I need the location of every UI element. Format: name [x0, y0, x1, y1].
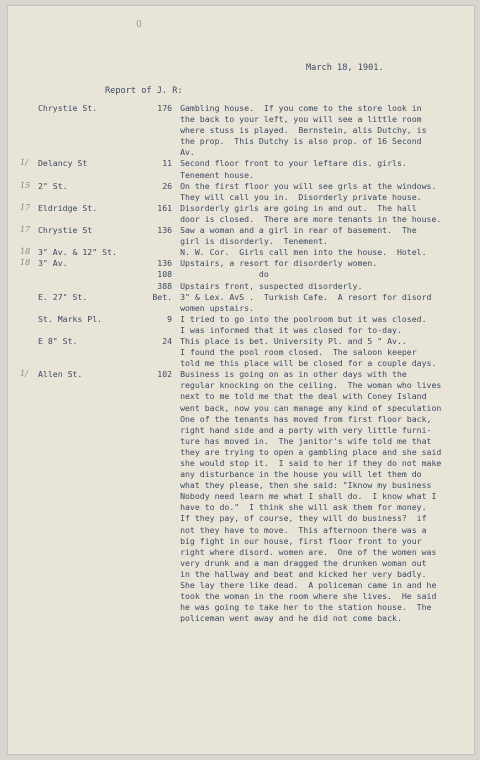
- report-entry: [8, 314, 474, 336]
- report-entry: [8, 336, 474, 369]
- entry-street-number: 161: [157, 202, 173, 213]
- margin-annotation: 15: [20, 180, 31, 190]
- report-entry: [8, 203, 474, 225]
- report-entry: [8, 181, 474, 203]
- entry-street-number: 176: [157, 103, 173, 113]
- entry-location: 3" Av.: [38, 258, 68, 269]
- report-entries: [8, 103, 474, 624]
- report-entry: [8, 225, 474, 247]
- entry-description: Saw a woman and a girl in rear of basement. The girl is disorderly. Tenement.: [180, 225, 417, 247]
- entry-location: 3" Av. & 12" St.: [38, 247, 117, 258]
- margin-annotation: 18: [20, 247, 31, 257]
- entry-location: 2" St.: [38, 180, 68, 191]
- entry-street-number: 11: [162, 158, 173, 169]
- margin-annotation: 18: [20, 258, 31, 268]
- entry-description: Gambling house. If you come to the store look in the back to your left, you will see a little room where stuss is played. Bernstein, alis Dutchy, is the prop. This Dutchy is also prop. of 16 Second Av.: [180, 103, 427, 158]
- report-date: March 18, 1901.: [306, 63, 384, 73]
- entry-description: This place is bet. University Pl. and 5 " Av.. I found the pool room closed. The saloon keeper told me this place will be closed for a couple days.: [180, 335, 437, 369]
- entry-location: Chrystie St: [38, 225, 93, 236]
- report-entry: [8, 258, 474, 291]
- report-entry: [8, 103, 474, 158]
- entry-description: On the first floor you will see grls at the windows. They will call you in. Disorderly private house.: [180, 180, 437, 202]
- entry-description: 3" & Lex. AvS . Turkish Cafe. A resort for disord women upstairs.: [180, 291, 432, 313]
- margin-annotation: 17: [20, 225, 31, 235]
- entry-description: Business is going on as in other days with the regular knocking on the ceiling. The woman who lives next to me told me that the deal with Coney Island went back, now you can manage any kind of speculation One of the tenants has moved from first floor back, right hand side and a party with very little furni- ture has moved in. The janitor's wife told me that they are trying to open a gambling place and she said she would stop it. I said to her if they do not make any disturbance in the house you will let them do what they please, then she said: "Iknow my business Nobody need learn me what I shall do. I know what I have to do." I think she will ask them for money. If they pay, of course, they will do business? if not they have to move. This afternoon there was a big fight in our house, first floor front to your right where disord. women are. One of the women was very drunk and a man dragged the drunken woman out in the hallway and beat and kicked her very badly. She lay there like dead. A policeman came in and he took the woman in the room where she lives. He said he was going to take her to the station house. The policeman went away and he did not come back.: [180, 369, 442, 624]
- entry-location: Eldridge St.: [38, 202, 98, 213]
- entry-description: Disorderly girls are going in and out. The hall door is closed. There are more tenants in the house.: [180, 202, 442, 224]
- entry-street-number: 102: [157, 369, 173, 380]
- entry-description: N. W. Cor. Girls call men into the house. Hotel.: [180, 247, 427, 258]
- entry-street-number: 26: [162, 180, 173, 191]
- report-entry: [8, 247, 474, 258]
- entry-location: Allen St.: [38, 369, 83, 380]
- entry-street-number: 136 108 388: [157, 258, 173, 291]
- entry-location: St. Marks Pl.: [38, 313, 103, 324]
- entry-description: I tried to go into the poolroom but it was closed. I was informed that it was closed for to-day.: [180, 313, 427, 335]
- entry-location: Delancy St: [38, 158, 88, 169]
- report-entry: [8, 158, 474, 180]
- entry-location: E. 27" St.: [38, 291, 88, 302]
- entry-street-number: Bet.: [152, 291, 173, 302]
- report-entry: [8, 369, 474, 624]
- document-page: [8, 6, 474, 754]
- entry-description: Upstairs, a resort for disorderly women. do Upstairs front, suspected disorderly.: [180, 258, 378, 291]
- entry-description: Second floor front to your leftare dis. girls. Tenement house.: [180, 158, 407, 180]
- entry-street-number: 136: [157, 225, 173, 236]
- report-title: Report of J. R:: [105, 86, 183, 96]
- margin-annotation: 17: [20, 202, 31, 212]
- entry-street-number: [147, 247, 174, 258]
- entry-street-number: 24: [162, 335, 173, 346]
- entry-location: Chrystie St.: [38, 103, 98, 113]
- entry-location: E 8" St.: [38, 335, 78, 346]
- pencil-mark: 0: [136, 20, 142, 30]
- report-entry: [8, 292, 474, 314]
- entry-street-number: 9: [167, 313, 173, 324]
- margin-annotation: 1/: [20, 158, 28, 168]
- margin-annotation: 1/: [20, 369, 28, 379]
